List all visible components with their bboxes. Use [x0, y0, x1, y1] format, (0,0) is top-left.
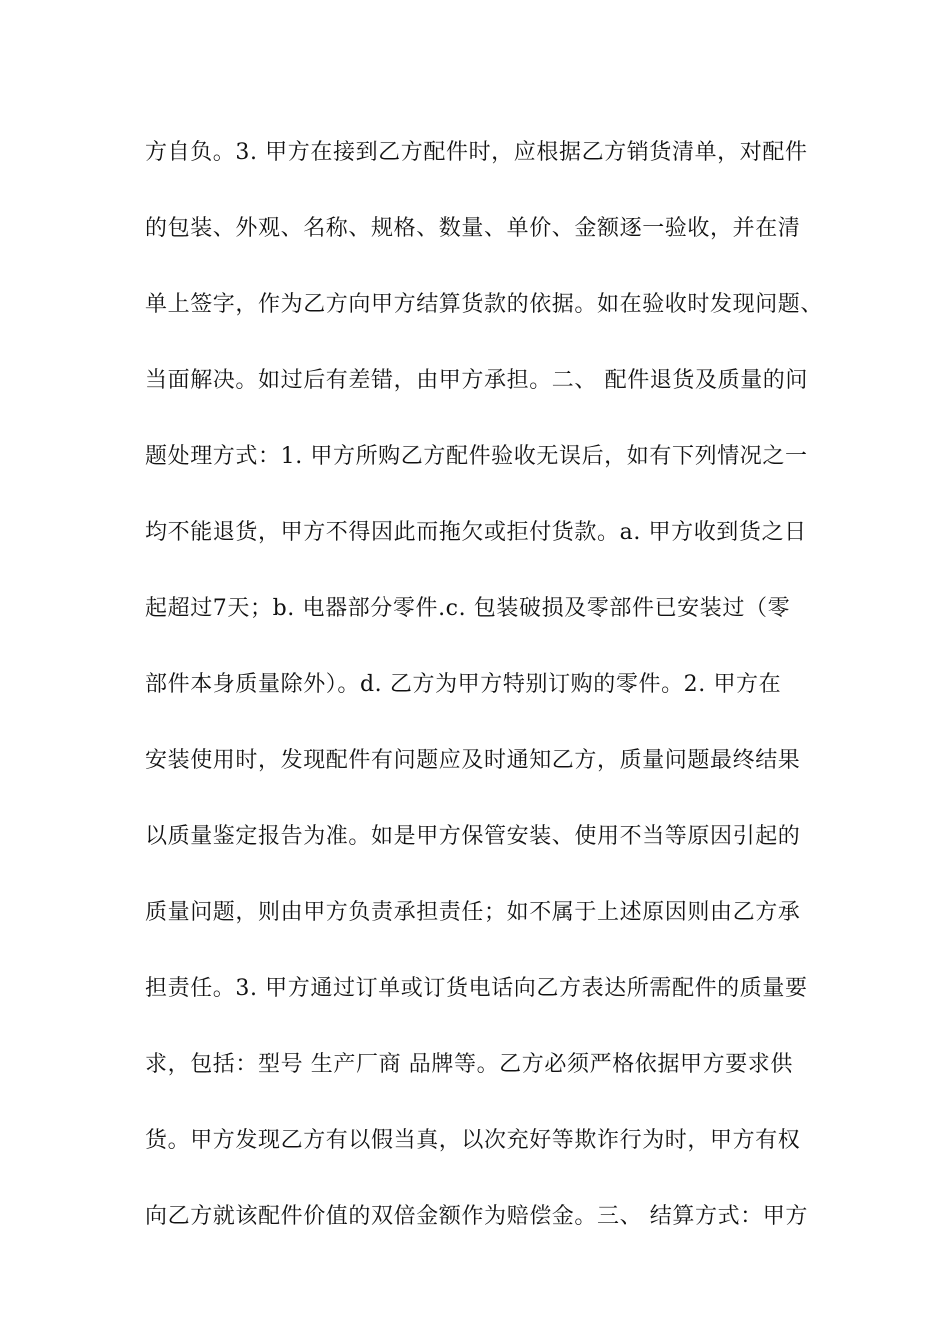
text-line: 求，包括：型号 生产厂商 品牌等。乙方必须严格依据甲方要求供	[145, 1052, 793, 1077]
text-line: 方自负。3. 甲方在接到乙方配件时，应根据乙方销货清单，对配件	[145, 140, 808, 165]
text-line: 质量问题，则由甲方负责承担责任；如不属于上述原因则由乙方承	[145, 900, 801, 925]
text-line: 安装使用时，发现配件有问题应及时通知乙方，质量问题最终结果	[145, 748, 801, 773]
text-line: 当面解决。如过后有差错，由甲方承担。二、 配件退货及质量的问	[145, 368, 808, 393]
text-line: 向乙方就该配件价值的双倍金额作为赔偿金。三、 结算方式：甲方	[145, 1204, 808, 1229]
text-line: 担责任。3. 甲方通过订单或订货电话向乙方表达所需配件的质量要	[145, 976, 808, 1001]
text-line: 题处理方式：1. 甲方所购乙方配件验收无误后，如有下列情况之一	[145, 444, 808, 469]
text-line: 起超过7天；b. 电器部分零件.c. 包装破损及零部件已安装过（零	[145, 596, 791, 621]
text-line: 的包装、外观、名称、规格、数量、单价、金额逐一验收，并在清	[145, 216, 801, 241]
text-line: 均不能退货，甲方不得因此而拖欠或拒付货款。a. 甲方收到货之日	[145, 520, 807, 545]
text-line: 货。甲方发现乙方有以假当真，以次充好等欺诈行为时，甲方有权	[145, 1128, 801, 1153]
text-line: 单上签字，作为乙方向甲方结算货款的依据。如在验收时发现问题、	[145, 292, 824, 317]
text-line: 以质量鉴定报告为准。如是甲方保管安装、使用不当等原因引起的	[145, 824, 801, 849]
text-line: 部件本身质量除外）。d. 乙方为甲方特别订购的零件。2. 甲方在	[145, 672, 782, 697]
document-body	[145, 131, 825, 1271]
